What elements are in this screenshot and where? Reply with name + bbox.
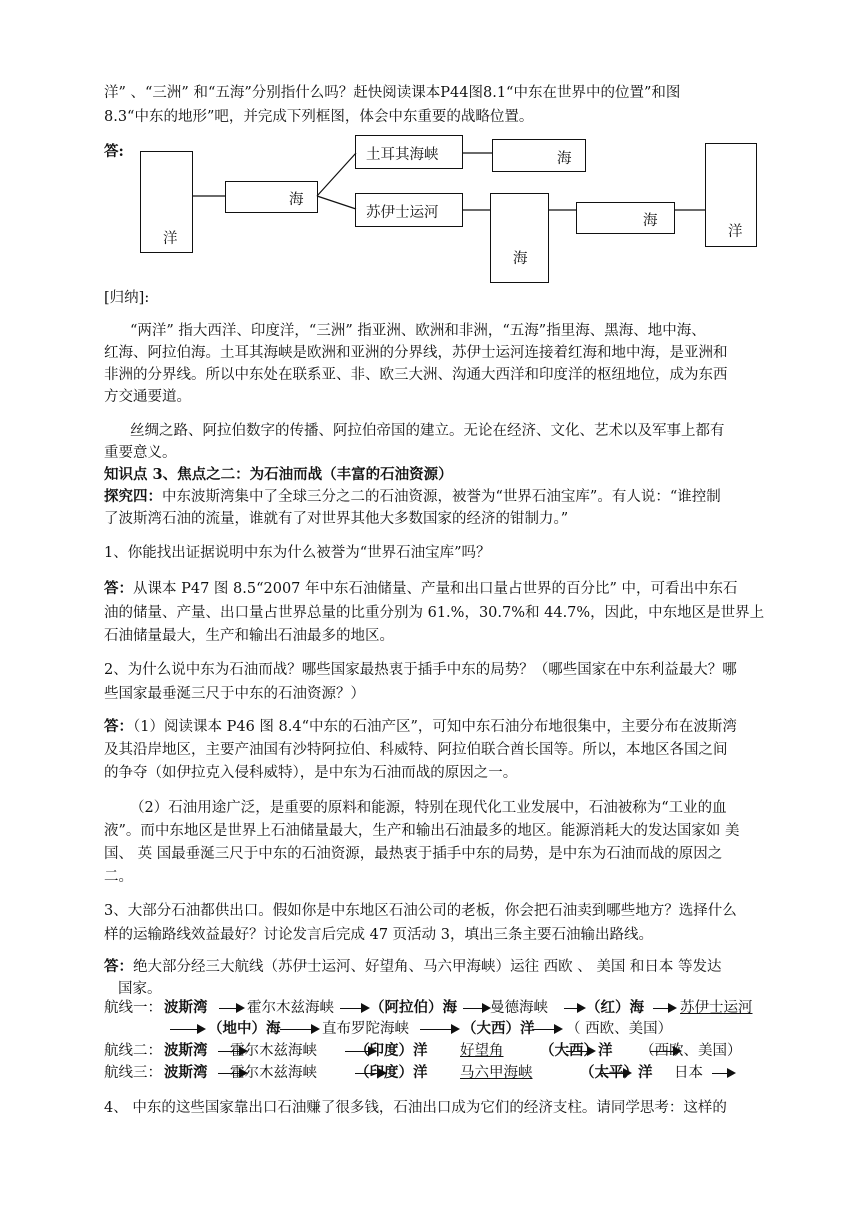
route1-arrow-5 xyxy=(653,1008,675,1009)
ocean-right-label: 洋 xyxy=(728,224,743,240)
q2-question-line-1: 2、为什么说中东为石油而战？哪些国家最热衷于插手中东的局势？（哪些国家在中东利益最大？哪 xyxy=(104,662,737,678)
turkish-straits-box xyxy=(355,135,463,169)
summary-p1-line-4: 方交通要道。 xyxy=(104,389,191,405)
route1-arrow-9 xyxy=(533,1029,561,1030)
summary-p2-line-2: 重要意义。 xyxy=(104,445,177,461)
route1-arrow-4 xyxy=(564,1008,584,1009)
q1-answer-line-2: 油的储量、产量、出口量占世界总量的比重分别为 61.%，30.7%和 44.7%，因此，中东地区是世界上 xyxy=(104,605,765,621)
summary-p1-line-2: 红海、阿拉伯海。土耳其海峡是欧洲和亚洲的分界线，苏伊士运河连接着红海和地中海，是亚洲和 xyxy=(104,345,728,361)
route1-arrow-3 xyxy=(463,1008,489,1009)
route2-persian-gulf: 波斯湾 xyxy=(164,1042,208,1059)
intro-line-2: 8.3“中东的地形”吧，并完成下列框图，体会中东重要的战略位置。 xyxy=(104,109,534,125)
ocean-left-label: 洋 xyxy=(163,231,178,247)
route2-indian-ocean: （印度）洋 xyxy=(355,1042,428,1059)
route3-label: 航线三： xyxy=(104,1065,162,1081)
q2-answer1-line-2: 及其沿岸地区，主要产油国有沙特阿拉伯、科威特、阿拉伯联合酋长国等。所以，本地区各国之间 xyxy=(104,742,728,758)
q1-answer-line-3: 石油储量最大，生产和输出石油最多的地区。 xyxy=(104,628,394,644)
summary-heading: [归纳]: xyxy=(104,290,150,306)
sea-top-right-box xyxy=(492,139,586,172)
q1-answer-line-1 xyxy=(104,578,764,600)
q3-question-line-1: 3、大部分石油都供出口。假如你是中东地区石油公司的老板，你会把石油卖到哪些地方？选择什么 xyxy=(104,903,737,919)
q2-answer1-text-1: （1）阅读课本 P46 图 8.4“中东的石油产区”，可知中东石油分布地很集中，主要分布在波斯湾 xyxy=(133,719,737,735)
q3-answer-text-1: 绝大部分经三大航线（苏伊士运河、好望角、马六甲海峡）运往 西欧 、 美国 和日本 等发达 xyxy=(133,959,722,975)
q4-question-line-1: 4、 中东的这些国家靠出口石油赚了很多钱，石油出口成为它们的经济支柱。请同学思考：这样的 xyxy=(104,1100,727,1116)
sea-tall-box xyxy=(490,193,549,283)
sea-mid-box xyxy=(225,181,318,213)
q3-question-line-2: 样的运输路线效益最好？讨论发言后完成 47 页活动 3，填出三条主要石油输出路线。 xyxy=(104,927,654,943)
q3-answer-line-2: 国家。 xyxy=(118,981,162,997)
q1-answer-text-1: 从课本 P47 图 8.5“2007 年中东石油储量、产量和出口量占世界的百分比” 中，可看出中东石 xyxy=(133,581,738,597)
route1-arabian-sea: （阿拉伯）海 xyxy=(370,999,457,1016)
q2-answer2-line-4: 二。 xyxy=(104,869,133,885)
route1-persian-gulf: 波斯湾 xyxy=(164,999,208,1016)
route1-arrow-6 xyxy=(170,1029,204,1030)
route2-destination: （西欧、美国） xyxy=(640,1043,742,1059)
route1-mediterranean: （地中）海 xyxy=(208,1020,281,1037)
route1-arrow-8 xyxy=(420,1029,458,1030)
summary-p2-line-1: 丝绸之路、阿拉伯数字的传播、阿拉伯帝国的建立。无论在经济、文化、艺术以及军事上都有 xyxy=(130,423,725,439)
route2-atlantic: （大西）洋 xyxy=(540,1042,613,1059)
route3-destination: 日本 xyxy=(674,1065,703,1081)
route1-gibraltar: 直布罗陀海峡 xyxy=(322,1021,409,1037)
ocean-right-box xyxy=(705,143,757,247)
summary-p1-line-3: 非洲的分界线。所以中东处在联系亚、非、欧三大洲、沟通大西洋和印度洋的枢纽地位，成为东西 xyxy=(104,367,728,383)
q1-answer-label: 答： xyxy=(104,580,133,597)
q2-answer2-line-2: 液”。而中东地区是世界上石油储量最大，生产和输出石油最多的地区。能源消耗大的发达国家如 美 xyxy=(104,823,740,839)
route3-malacca: 马六甲海峡 xyxy=(460,1065,533,1081)
route1-suez-canal: 苏伊士运河 xyxy=(680,1000,753,1016)
route1-arrow-2 xyxy=(340,1008,368,1009)
ocean-left-box xyxy=(140,151,193,253)
sea-right-box xyxy=(576,202,675,234)
route3-persian-gulf: 波斯湾 xyxy=(164,1064,208,1081)
turkish-straits-label: 土耳其海峡 xyxy=(366,147,439,163)
q3-answer-label: 答： xyxy=(104,958,133,975)
route3-arrow-4 xyxy=(712,1073,734,1074)
q2-answer1-line-1 xyxy=(104,716,764,738)
route3-pacific: （太平）洋 xyxy=(580,1064,653,1081)
sea-tall-label: 海 xyxy=(513,251,528,267)
explore-text-1: 中东波斯湾集中了全球三分之二的石油资源，被誉为“世界石油宝库”。有人说：“谁控制 xyxy=(162,489,721,505)
route1-atlantic: （大西）洋 xyxy=(462,1020,535,1037)
explore-line-1 xyxy=(104,486,764,508)
suez-canal-label: 苏伊士运河 xyxy=(366,205,439,221)
route3-hormuz: 霍尔木兹海峡 xyxy=(230,1065,317,1081)
route1-destination: （ 西欧、美国） xyxy=(566,1021,673,1037)
route2-label: 航线二： xyxy=(104,1043,162,1059)
route1-bab-el-mandeb: 曼德海峡 xyxy=(490,1000,548,1016)
route1-hormuz: 霍尔木兹海峡 xyxy=(247,1000,334,1016)
q2-answer2-line-3: 国、 英 国最垂涎三尺于中东的石油资源，最热衷于插手中东的局势，是中东为石油而战的原因之 xyxy=(104,846,723,862)
route3-indian-ocean: （印度）洋 xyxy=(355,1064,428,1081)
route2-cape: 好望角 xyxy=(460,1043,504,1059)
summary-p1-line-1: “两洋” 指大西洋、印度洋，“三洲” 指亚洲、欧洲和非洲，“五海”指里海、黑海、地中海、 xyxy=(130,323,706,339)
sea-mid-label: 海 xyxy=(289,192,304,208)
diagram-answer-label: 答: xyxy=(104,143,124,160)
route1-arrow-1 xyxy=(219,1008,243,1009)
q1-question: 1、你能找出证据说明中东为什么被誉为“世界石油宝库”吗？ xyxy=(104,545,491,561)
q2-question-line-2: 些国家最垂涎三尺于中东的石油资源？） xyxy=(104,686,365,702)
route2-hormuz: 霍尔木兹海峡 xyxy=(230,1043,317,1059)
explore-line-2: 了波斯湾石油的流量，谁就有了对世界其他大多数国家的经济的钳制力。” xyxy=(104,511,569,527)
explore-label: 探究四： xyxy=(104,488,162,505)
suez-canal-box xyxy=(355,193,463,227)
section3-title: 知识点 3、焦点之二：为石油而战（丰富的石油资源） xyxy=(104,466,453,483)
route1-label: 航线一： xyxy=(104,1000,162,1016)
q2-answer1-line-3: 的争夺（如伊拉克入侵科威特），是中东为石油而战的原因之一。 xyxy=(104,765,518,781)
sea-right-label: 海 xyxy=(643,213,658,229)
intro-line-1: 洋” 、“三洲” 和“五海”分别指什么吗？赶快阅读课本P44图8.1“中东在世界中的位置”和图 xyxy=(104,85,681,101)
q2-answer-label: 答： xyxy=(104,718,133,735)
q2-answer2-line-1: （2）石油用途广泛，是重要的原料和能源，特别在现代化工业发展中，石油被称为“工业的血 xyxy=(130,800,727,816)
sea-top-right-label: 海 xyxy=(557,151,572,167)
route1-arrow-7 xyxy=(280,1029,318,1030)
q3-answer-line-1 xyxy=(104,956,764,978)
route1-red-sea: （红）海 xyxy=(586,999,644,1016)
